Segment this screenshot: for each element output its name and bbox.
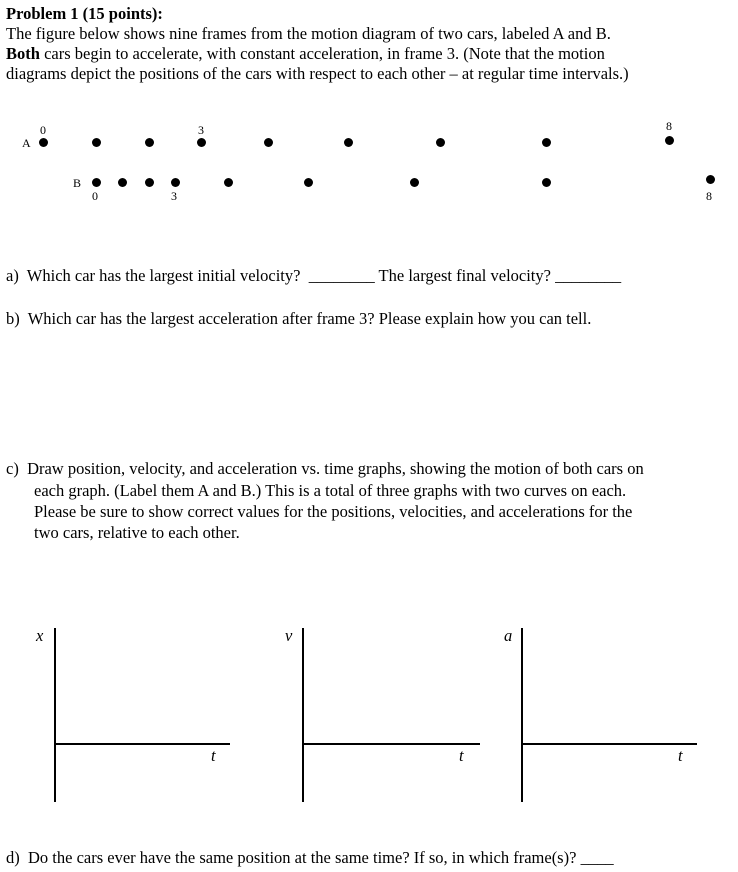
car-b-dot — [145, 178, 154, 187]
car-a-dot — [542, 138, 551, 147]
car-a-dot — [197, 138, 206, 147]
question-c-line: each graph. (Label them A and B.) This is a total of three graphs with two curves on each. — [34, 481, 627, 500]
car-a-dot — [436, 138, 445, 147]
question-d-text: Do the cars ever have the same position at the same time? If so, in which frame(s)? — [28, 848, 577, 867]
car-a-frame-label: 8 — [666, 119, 672, 133]
problem-title: Problem 1 (15 points): — [6, 4, 163, 23]
y-axis — [521, 628, 523, 802]
x-axis-label: t — [678, 746, 683, 765]
question-letter: c) — [6, 459, 19, 478]
car-a-dot — [665, 136, 674, 145]
car-a-frame-label: 3 — [198, 123, 204, 137]
answer-blank-frames[interactable]: ____ — [580, 848, 614, 867]
car-b-frame-label: 0 — [92, 189, 98, 203]
answer-blank-final[interactable]: ________ — [555, 266, 622, 285]
question-b-text: Which car has the largest acceleration after frame 3? Please explain how you can tell. — [27, 309, 592, 328]
intro-line-2 — [6, 44, 605, 64]
y-axis — [54, 628, 56, 802]
car-b-dot — [542, 178, 551, 187]
car-b-dot — [224, 178, 233, 187]
y-axis-label: a — [504, 626, 513, 645]
car-b-frame-label: 8 — [706, 189, 712, 203]
x-axis — [54, 743, 230, 745]
car-b-dot — [171, 178, 180, 187]
question-b — [6, 309, 591, 329]
question-d — [6, 848, 614, 868]
question-c — [6, 459, 644, 479]
x-axis — [302, 743, 480, 745]
question-c-line: Draw position, velocity, and acceleration vs. time graphs, showing the motion of both cars on — [27, 459, 644, 478]
question-letter: d) — [6, 848, 20, 867]
intro-bold: Both — [6, 44, 40, 63]
x-axis-label: t — [211, 746, 216, 765]
answer-blank-initial[interactable]: ________ — [308, 266, 375, 285]
car-a-frame-label: 0 — [40, 123, 46, 137]
intro-line-3: diagrams depict the positions of the cars with respect to each other – at regular time intervals.) — [6, 64, 629, 83]
y-axis-label: x — [36, 626, 44, 645]
y-axis-label: v — [285, 626, 293, 645]
car-a-dot — [92, 138, 101, 147]
car-b-dot — [118, 178, 127, 187]
car-b-dot — [706, 175, 715, 184]
question-a — [6, 266, 621, 286]
question-c-line: Please be sure to show correct values for the positions, velocities, and accelerations for the — [34, 502, 633, 521]
car-b-dot — [410, 178, 419, 187]
car-a-dot — [39, 138, 48, 147]
question-letter: b) — [6, 309, 20, 328]
question-a-text: Which car has the largest initial velocity? — [26, 266, 301, 285]
car-b-dot — [304, 178, 313, 187]
question-a-text-2: The largest final velocity? — [378, 266, 551, 285]
car-a-label: A — [22, 136, 31, 150]
question-letter: a) — [6, 266, 19, 285]
car-a-dot — [145, 138, 154, 147]
car-b-label: B — [73, 176, 82, 190]
intro-line-2-text: cars begin to accelerate, with constant acceleration, in frame 3. (Note that the motion — [44, 44, 605, 63]
car-b-dot — [92, 178, 101, 187]
y-axis — [302, 628, 304, 802]
x-axis-label: t — [459, 746, 464, 765]
car-a-dot — [264, 138, 273, 147]
car-b-frame-label: 3 — [171, 189, 177, 203]
x-axis — [521, 743, 697, 745]
intro-line-1: The figure below shows nine frames from the motion diagram of two cars, labeled A and B. — [6, 24, 611, 43]
car-a-dot — [344, 138, 353, 147]
question-c-line: two cars, relative to each other. — [34, 523, 240, 542]
